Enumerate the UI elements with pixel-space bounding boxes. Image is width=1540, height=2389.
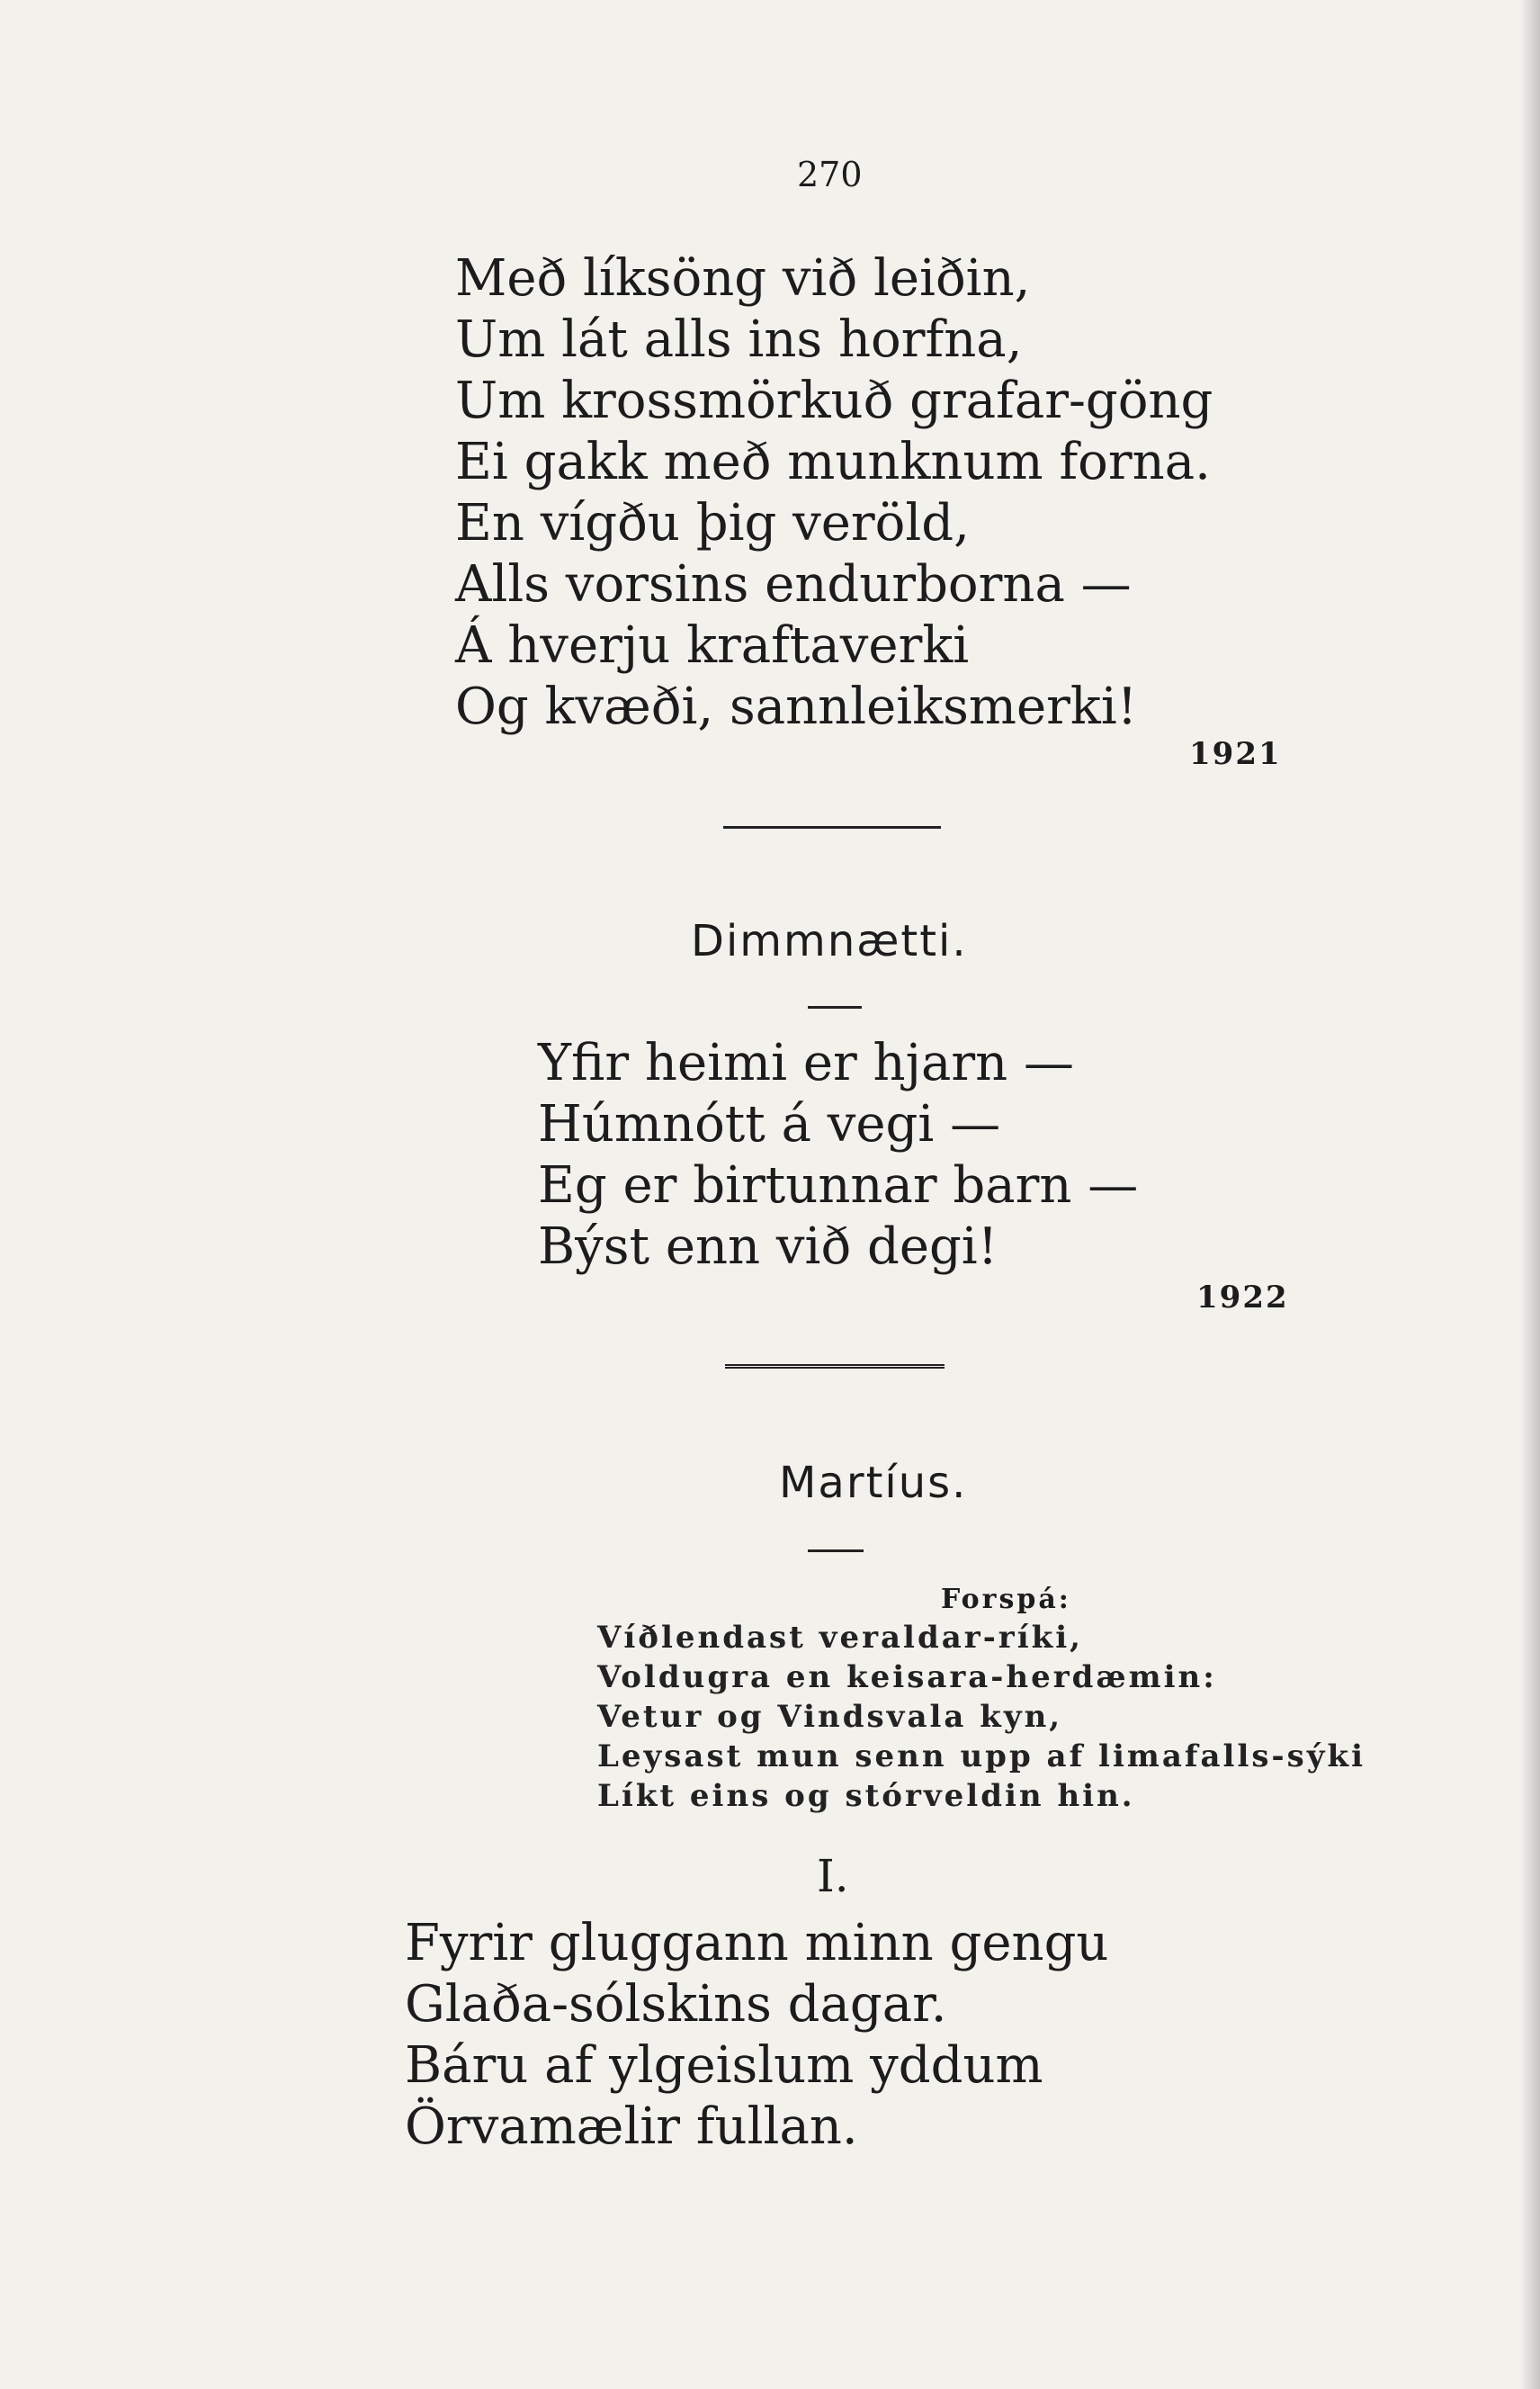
poem-continuation bbox=[455, 248, 1213, 738]
poem-line: Yfir heimi er hjarn — bbox=[538, 1034, 1074, 1092]
poem-line: Glaða-sólskins dagar. bbox=[405, 1975, 947, 2034]
poem-line: Fyrir gluggann minn gengu bbox=[405, 1914, 1109, 1972]
forspa-line: Víðlendast veraldar-ríki, bbox=[597, 1620, 1083, 1656]
forspa-heading: Forspá: bbox=[941, 1584, 1071, 1615]
poem-line: Eg er birtunnar barn — bbox=[538, 1156, 1139, 1215]
section-divider bbox=[723, 826, 941, 829]
poem-line: Býst enn við degi! bbox=[538, 1217, 998, 1276]
poem-line: En vígðu þig veröld, bbox=[455, 494, 970, 552]
poem-line: Alls vorsins endurborna — bbox=[455, 555, 1132, 614]
forspa-line: Vetur og Vindsvala kyn, bbox=[597, 1699, 1063, 1735]
poem-line: Báru af ylgeislum yddum bbox=[405, 2036, 1043, 2095]
poem-title: Dimmnætti. bbox=[691, 916, 968, 966]
forspa-line: Leysast mun senn upp af limafalls-sýki bbox=[597, 1738, 1365, 1774]
title-underline bbox=[808, 1006, 862, 1009]
poem-line: Með líksöng við leiðin, bbox=[455, 249, 1031, 308]
poem-line: Örvamælir fullan. bbox=[405, 2097, 858, 2156]
poem-body bbox=[538, 1033, 1138, 1278]
poem-body bbox=[405, 1913, 1109, 2158]
poem-line: Og kvæði, sannleiksmerki! bbox=[455, 678, 1138, 736]
page-edge-shadow bbox=[1520, 0, 1540, 2389]
forspa-verse bbox=[597, 1618, 1365, 1816]
forspa-line: Líkt eins og stórveldin hin. bbox=[597, 1778, 1135, 1814]
poem-line: Ei gakk með munknum forna. bbox=[455, 433, 1211, 491]
forspa-line: Voldugra en keisara-herdæmin: bbox=[597, 1659, 1217, 1695]
poem-title: Martíus. bbox=[779, 1458, 968, 1508]
section-divider bbox=[725, 1364, 945, 1369]
poem-line: Um krossmörkuð grafar-göng bbox=[455, 372, 1213, 430]
poem-year: 1922 bbox=[1196, 1280, 1289, 1316]
title-underline bbox=[808, 1549, 864, 1552]
section-numeral: I. bbox=[817, 1850, 849, 1902]
page-number: 270 bbox=[797, 155, 863, 194]
poem-line: Um lát alls ins horfna, bbox=[455, 310, 1023, 369]
poem-year: 1921 bbox=[1189, 736, 1282, 772]
poem-line: Á hverju kraftaverki bbox=[455, 616, 970, 675]
poem-line: Húmnótt á vegi — bbox=[538, 1095, 1001, 1154]
